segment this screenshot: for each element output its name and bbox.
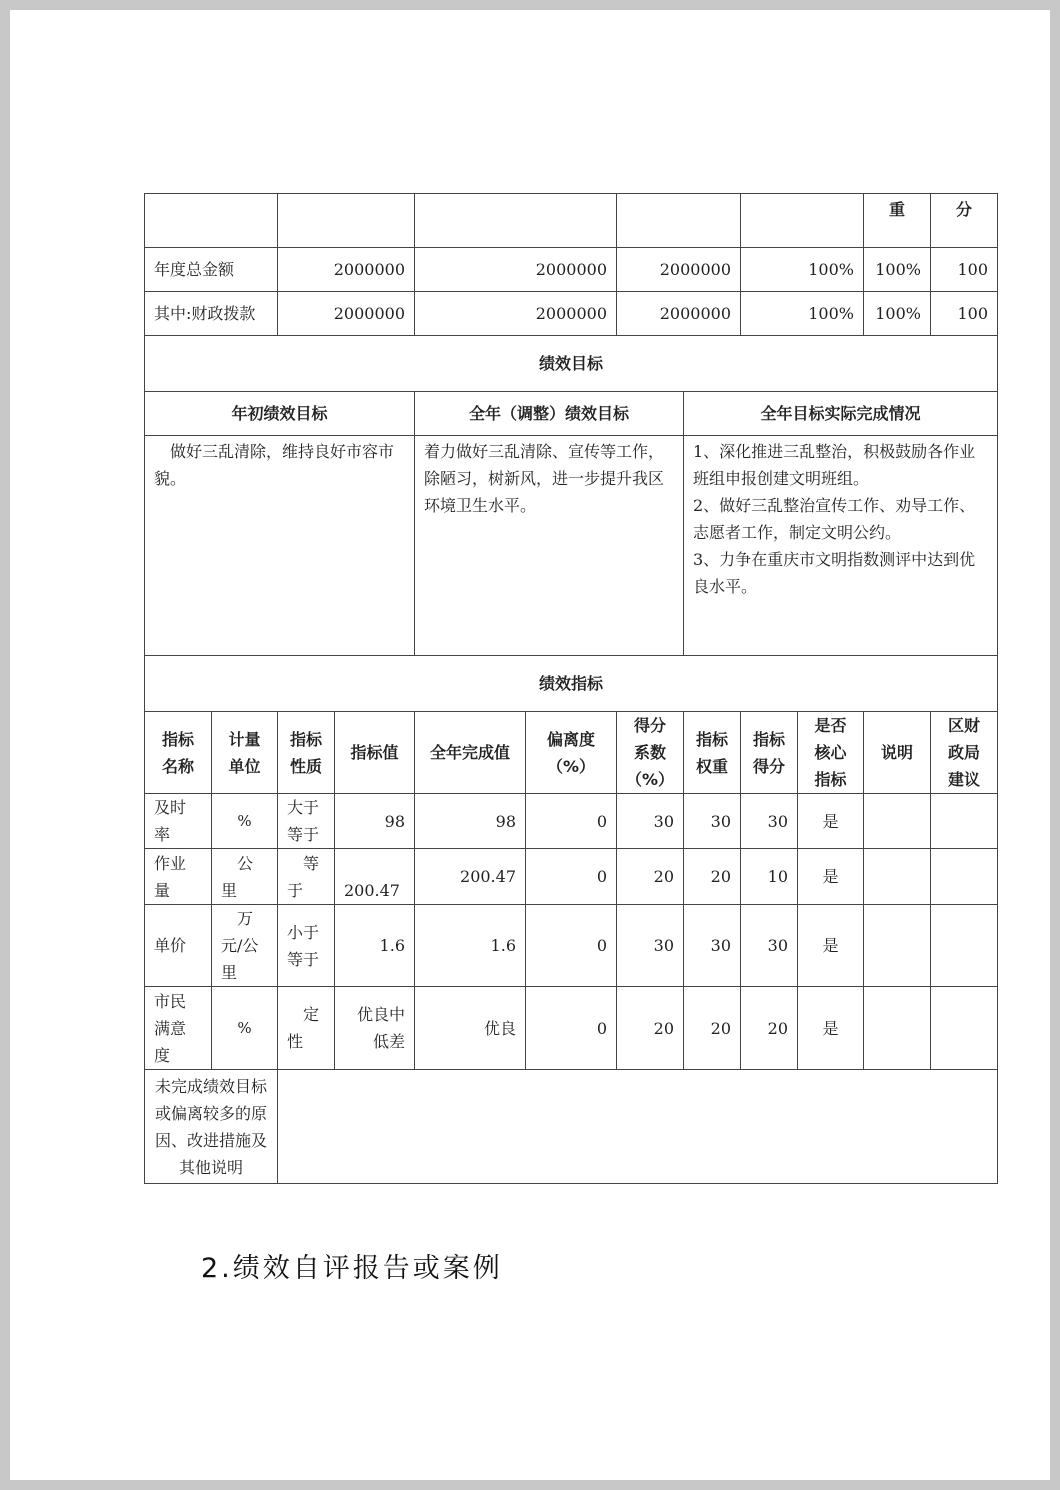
indicators-title-row xyxy=(145,656,998,712)
budget-value: 2000000 xyxy=(278,248,415,292)
indicator-actual: 98 xyxy=(415,794,526,849)
budget-header-cell xyxy=(617,194,741,248)
indicator-deviation: 0 xyxy=(526,849,617,905)
indicator-row xyxy=(145,905,998,987)
indicator-actual: 优良 xyxy=(415,987,526,1070)
goals-col-adjusted: 全年（调整）绩效目标 xyxy=(415,392,684,436)
budget-label: 年度总金额 xyxy=(145,248,278,292)
indicator-header-advice: 区财 政局 建议 xyxy=(931,712,998,794)
indicator-header-actual: 全年完成值 xyxy=(415,712,526,794)
indicator-coef: 20 xyxy=(617,849,684,905)
goals-actual-text: 1、深化推进三乱整治，积极鼓励各作业班组申报创建文明班组。 2、做好三乱整治宣传工作、劝导工作、志愿者工作，制定文明公约。 3、力争在重庆市文明指数测评中达到优良水平。 xyxy=(684,436,998,656)
budget-weight: 100% xyxy=(864,248,931,292)
budget-row xyxy=(145,292,998,336)
indicator-header-note: 说明 xyxy=(864,712,931,794)
indicator-core: 是 xyxy=(798,987,864,1070)
indicators-header-row xyxy=(145,712,998,794)
indicator-advice xyxy=(931,794,998,849)
indicator-score: 30 xyxy=(741,905,798,987)
indicator-core: 是 xyxy=(798,905,864,987)
indicator-header-coef: 得分 系数 （%） xyxy=(617,712,684,794)
indicator-row xyxy=(145,794,998,849)
budget-header-cell xyxy=(278,194,415,248)
indicator-deviation: 0 xyxy=(526,987,617,1070)
indicator-note xyxy=(864,794,931,849)
indicator-weight: 20 xyxy=(684,987,741,1070)
indicator-nature: 定 性 xyxy=(278,987,335,1070)
indicator-coef: 20 xyxy=(617,987,684,1070)
budget-row xyxy=(145,248,998,292)
indicator-weight: 20 xyxy=(684,849,741,905)
remarks-label: 未完成绩效目标或偏离较多的原因、改进措施及其他说明 xyxy=(145,1070,278,1184)
indicator-name: 作业 量 xyxy=(145,849,212,905)
indicator-score: 30 xyxy=(741,794,798,849)
indicator-header-name: 指标 名称 xyxy=(145,712,212,794)
goals-initial-text: 做好三乱清除，维持良好市容市貌。 xyxy=(145,436,415,656)
budget-header-score: 分 xyxy=(931,194,998,248)
indicator-core: 是 xyxy=(798,794,864,849)
indicator-name: 及时 率 xyxy=(145,794,212,849)
indicator-actual: 1.6 xyxy=(415,905,526,987)
indicator-header-core: 是否 核心 指标 xyxy=(798,712,864,794)
indicator-nature: 等 于 xyxy=(278,849,335,905)
budget-rate: 100% xyxy=(741,248,864,292)
indicator-weight: 30 xyxy=(684,905,741,987)
section-heading: 2.绩效自评报告或案例 xyxy=(201,1253,503,1284)
indicator-score: 10 xyxy=(741,849,798,905)
goals-col-initial: 年初绩效目标 xyxy=(145,392,415,436)
budget-score: 100 xyxy=(931,248,998,292)
budget-score: 100 xyxy=(931,292,998,336)
budget-value: 2000000 xyxy=(415,248,617,292)
budget-rate: 100% xyxy=(741,292,864,336)
indicator-nature: 大于 等于 xyxy=(278,794,335,849)
indicator-header-deviation: 偏离度 （%） xyxy=(526,712,617,794)
budget-header-row xyxy=(145,194,998,248)
indicator-weight: 30 xyxy=(684,794,741,849)
budget-value: 2000000 xyxy=(415,292,617,336)
indicator-score: 20 xyxy=(741,987,798,1070)
indicator-name: 市民 满意 度 xyxy=(145,987,212,1070)
indicator-header-score: 指标 得分 xyxy=(741,712,798,794)
budget-header-weight: 重 xyxy=(864,194,931,248)
budget-value: 2000000 xyxy=(617,248,741,292)
indicator-name: 单价 xyxy=(145,905,212,987)
budget-value: 2000000 xyxy=(278,292,415,336)
indicator-header-nature: 指标 性质 xyxy=(278,712,335,794)
indicator-note xyxy=(864,905,931,987)
indicator-header-unit: 计量 单位 xyxy=(212,712,278,794)
goals-col-actual: 全年目标实际完成情况 xyxy=(684,392,998,436)
budget-value: 2000000 xyxy=(617,292,741,336)
indicator-row xyxy=(145,849,998,905)
indicator-note xyxy=(864,987,931,1070)
goals-header-row xyxy=(145,392,998,436)
indicator-header-target: 指标值 xyxy=(335,712,415,794)
indicator-coef: 30 xyxy=(617,794,684,849)
indicator-core: 是 xyxy=(798,849,864,905)
indicator-unit: 万 元/公 里 xyxy=(212,905,278,987)
goals-content-row xyxy=(145,436,998,656)
indicator-deviation: 0 xyxy=(526,794,617,849)
indicator-nature: 小于 等于 xyxy=(278,905,335,987)
goals-section-title: 绩效目标 xyxy=(145,336,998,392)
indicator-advice xyxy=(931,987,998,1070)
indicator-unit: % xyxy=(212,794,278,849)
performance-table xyxy=(144,193,998,1184)
remarks-row xyxy=(145,1070,998,1184)
indicator-deviation: 0 xyxy=(526,905,617,987)
budget-weight: 100% xyxy=(864,292,931,336)
indicator-target: 优良中 低差 xyxy=(335,987,415,1070)
goals-title-row xyxy=(145,336,998,392)
document-page xyxy=(10,10,1050,1480)
indicator-actual: 200.47 xyxy=(415,849,526,905)
budget-header-cell xyxy=(741,194,864,248)
indicator-note xyxy=(864,849,931,905)
budget-label: 其中:财政拨款 xyxy=(145,292,278,336)
indicator-coef: 30 xyxy=(617,905,684,987)
indicator-target: 98 xyxy=(335,794,415,849)
indicator-target: 200.47 xyxy=(335,849,415,905)
indicator-unit: % xyxy=(212,987,278,1070)
budget-header-cell xyxy=(415,194,617,248)
indicator-target: 1.6 xyxy=(335,905,415,987)
indicator-unit: 公 里 xyxy=(212,849,278,905)
indicator-advice xyxy=(931,905,998,987)
indicator-header-weight: 指标 权重 xyxy=(684,712,741,794)
goals-adjusted-text: 着力做好三乱清除、宣传等工作，除陋习，树新风，进一步提升我区环境卫生水平。 xyxy=(415,436,684,656)
remarks-content xyxy=(278,1070,998,1184)
indicator-advice xyxy=(931,849,998,905)
budget-header-cell xyxy=(145,194,278,248)
indicator-row xyxy=(145,987,998,1070)
indicators-section-title: 绩效指标 xyxy=(145,656,998,712)
